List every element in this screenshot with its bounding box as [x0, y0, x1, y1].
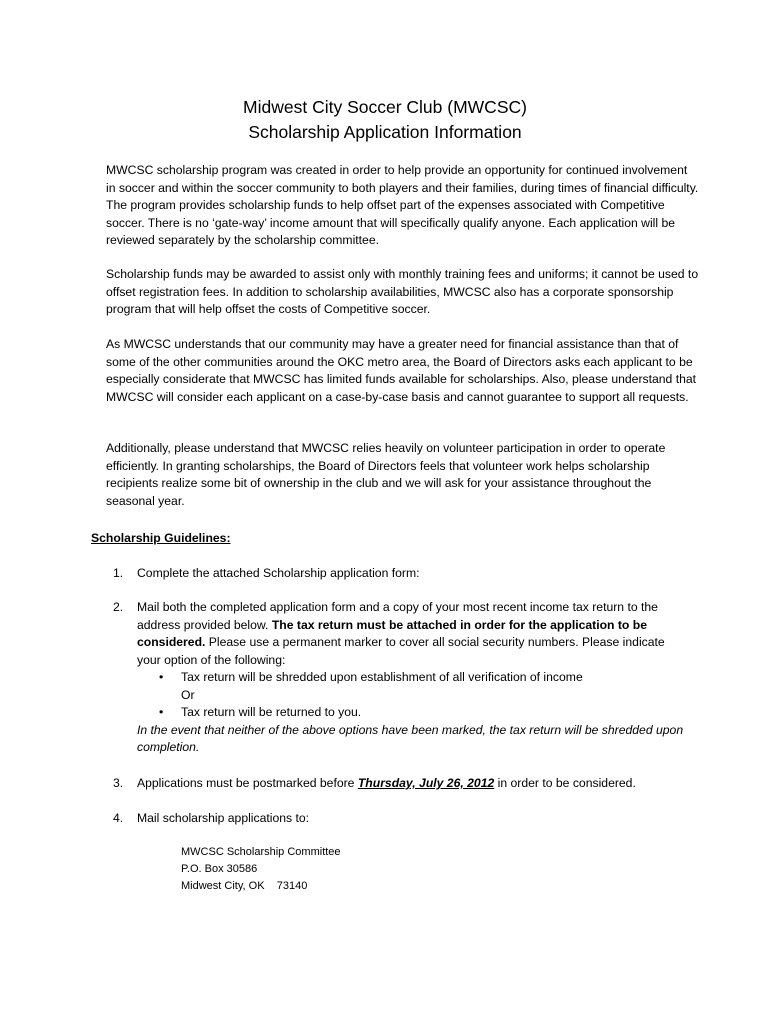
- default-option-note: In the event that neither of the above options have been marked, the tax return will be shredded upon completion.: [137, 722, 684, 754]
- document-title: Midwest City Soccer Club (MWCSC): [243, 97, 527, 117]
- option-label: Tax return will be returned to you.: [181, 705, 362, 719]
- guideline-text-end: in order to be considered.: [494, 776, 636, 790]
- address-line-1: MWCSC Scholarship Committee: [181, 846, 341, 858]
- guideline-item-3: [113, 775, 688, 793]
- guideline-text: Complete the attached Scholarship application form:: [137, 566, 420, 580]
- guideline-item-4: [113, 810, 688, 828]
- paragraph-funds-usage: Scholarship funds may be awarded to assist only with monthly training fees and uniforms; it cannot be used to offset registration fees. In addition to scholarship availabilities, MWCSC also has a corporate sponsorship program that will help offset the costs of Competitive soccer.: [106, 267, 699, 316]
- address-line-3: Midwest City, OK 73140: [181, 880, 308, 892]
- guideline-text-end: Please use a permanent marker to cover all social security numbers. Please indicate your option of the following:: [137, 635, 665, 667]
- guideline-number: 3.: [113, 776, 124, 790]
- document-subtitle: Scholarship Application Information: [248, 122, 522, 142]
- option-list: [137, 669, 688, 687]
- guideline-item-1: [113, 565, 688, 583]
- address-line-2: P.O. Box 30586: [181, 863, 258, 875]
- option-shredded: [137, 669, 688, 687]
- guideline-number: 2.: [113, 600, 124, 614]
- guideline-text: [137, 599, 688, 757]
- option-returned: [137, 704, 688, 722]
- guideline-text: [137, 775, 688, 793]
- guidelines-heading: Scholarship Guidelines:: [91, 531, 231, 545]
- bullet-icon: •: [159, 670, 164, 684]
- mailing-address: [181, 844, 341, 895]
- option-list: [137, 704, 688, 722]
- guideline-item-2: [113, 599, 688, 757]
- guideline-number: 4.: [113, 811, 124, 825]
- bullet-icon: •: [159, 705, 164, 719]
- guideline-text-start: Mail both the completed application form and a copy of your most recent income tax return to the address provided below.: [137, 600, 658, 632]
- guideline-text-start: Applications must be postmarked before: [137, 776, 358, 790]
- guideline-text: Mail scholarship applications to:: [137, 811, 310, 825]
- option-label: Tax return will be shredded upon establishment of all verification of income: [181, 670, 583, 684]
- tax-return-requirement: The tax return must be attached in order for the application to be considered.: [137, 617, 647, 649]
- guideline-number: 1.: [113, 566, 124, 580]
- paragraph-program-purpose: MWCSC scholarship program was created in order to help provide an opportunity for continued involvement in soccer and within the soccer community to both players and their families, during times of financial difficulty. The program provides scholarship funds to help offset part of the expenses associated with Competitive soccer. There is no ‘gate-way’ income amount that will specifically qualify anyone. Each application will be reviewed separately by the scholarship committee.: [106, 163, 699, 247]
- paragraph-volunteer: Additionally, please understand that MWCSC relies heavily on volunteer participation in order to operate efficiently. In granting scholarships, the Board of Directors feels that volunteer work helps scholarship recipients realize some bit of ownership in the club and we will ask for your assistance throughout the seasonal year.: [106, 441, 666, 508]
- paragraph-community-need: As MWCSC understands that our community may have a greater need for financial assistance than that of some of the other communities around the OKC metro area, the Board of Directors asks each applicant to be especially considerate that MWCSC has limited funds available for scholarships. Also, please understand that MWCSC will consider each applicant on a case-by-case basis and cannot guarantee to support all requests.: [106, 337, 697, 404]
- deadline-date: Thursday, July 26, 2012: [357, 776, 495, 790]
- or-separator: Or: [181, 687, 195, 702]
